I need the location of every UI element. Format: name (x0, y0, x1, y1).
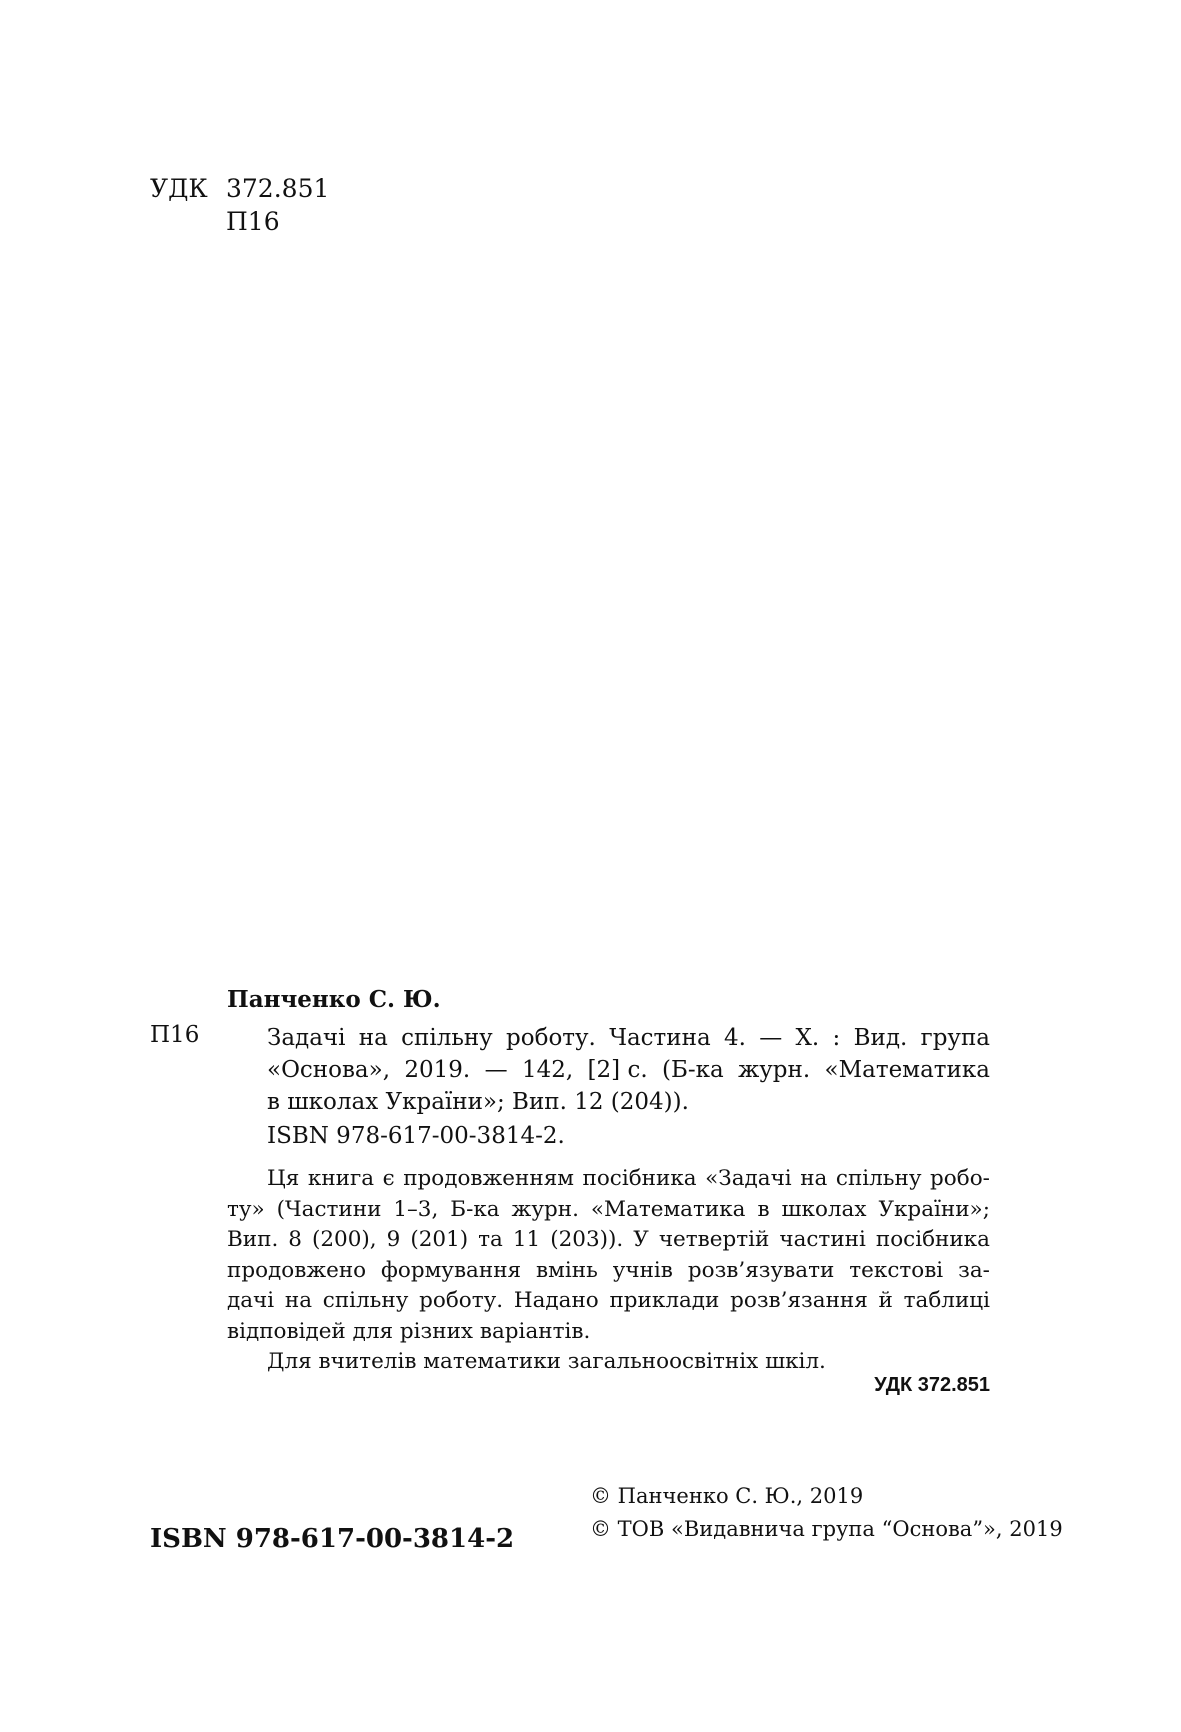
record-title (267, 1022, 990, 1118)
record-title-line (267, 1054, 990, 1086)
word: Х. (795, 1025, 820, 1051)
word: України»; (878, 1196, 990, 1222)
udk-code: 372.851 (226, 174, 330, 203)
word: [2] с. (587, 1057, 648, 1083)
word: 11 (512, 1227, 541, 1252)
word: — (484, 1057, 508, 1083)
word: «Математика (590, 1196, 746, 1222)
author-sign: П16 (226, 207, 280, 236)
word: розв’язання (730, 1288, 868, 1313)
word: «Математика (824, 1057, 990, 1083)
word: на (358, 1025, 388, 1051)
word: спільну (322, 1288, 409, 1313)
word: за- (958, 1257, 990, 1283)
word: на (800, 1166, 828, 1191)
record-author: Панченко С. Ю. (227, 986, 441, 1013)
annotation (227, 1164, 990, 1378)
word: (Частини (276, 1196, 382, 1222)
word: 8 (288, 1227, 302, 1252)
word: четвертій (658, 1227, 770, 1252)
word: 4. (723, 1025, 746, 1051)
isbn-footer: ISBN 978-617-00-3814-2 (150, 1524, 515, 1554)
udk-header (150, 172, 329, 238)
record-author-sign: П16 (150, 1022, 200, 1048)
word: в (757, 1196, 770, 1222)
word: 2019. (404, 1057, 471, 1083)
word: є (382, 1166, 395, 1191)
word: таблиці (903, 1288, 990, 1313)
word: Надано (513, 1288, 599, 1313)
word: журн. (738, 1057, 811, 1083)
copyright-author: © Панченко С. Ю., 2019 (590, 1484, 864, 1508)
word: Ця (267, 1166, 300, 1191)
word: (203)). (550, 1227, 624, 1252)
word: журн. (511, 1196, 579, 1222)
word: Вип. (227, 1227, 279, 1252)
copyright-publisher: © ТОВ «Видавнича група “Основа”», 2019 (590, 1517, 1063, 1541)
udk-label: УДК (150, 174, 208, 203)
word: 1–3, (393, 1196, 439, 1222)
word: текстові (849, 1257, 944, 1283)
annotation-audience (227, 1347, 990, 1378)
word: відповідей для різних варіантів. (227, 1318, 591, 1344)
word: спільну (401, 1025, 493, 1051)
annotation-line (227, 1164, 990, 1195)
word: та (478, 1227, 503, 1252)
copyright-block (590, 1480, 1063, 1546)
word: робо- (930, 1166, 990, 1191)
word: посібника (582, 1166, 697, 1191)
word: «Основа», (267, 1057, 391, 1083)
annotation-line (227, 1195, 990, 1226)
word: учнів (612, 1257, 673, 1283)
word: (200), (311, 1227, 377, 1252)
word: 142, (521, 1057, 574, 1083)
word: продовжено (227, 1257, 367, 1283)
annotation-line (227, 1317, 990, 1348)
annotation-line (227, 1225, 990, 1256)
word: дачі (227, 1288, 275, 1313)
annotation-line (227, 1286, 990, 1317)
word: група (920, 1025, 990, 1051)
annotation-line (227, 1256, 990, 1287)
record-isbn: ISBN 978-617-00-3814-2. (267, 1123, 565, 1149)
word: : (832, 1025, 841, 1051)
word: в школах України»; Вип. 12 (204)). (267, 1089, 689, 1115)
word: 9 (386, 1227, 401, 1252)
word: У (633, 1227, 649, 1252)
word: вмінь (536, 1257, 598, 1283)
word: ту» (227, 1196, 265, 1222)
word: Вид. (853, 1025, 908, 1051)
word: Для вчителів математики загальноосвітніх шкіл. (267, 1349, 826, 1374)
word: школах (781, 1196, 867, 1222)
word: Б-ка (450, 1196, 500, 1222)
word: й (878, 1288, 893, 1313)
word: Задачі (267, 1025, 346, 1051)
record-title-line (267, 1086, 990, 1118)
word: посібника (875, 1227, 990, 1252)
record-udk: УДК 372.851 (874, 1374, 990, 1396)
word: «Задачі (705, 1166, 792, 1191)
word: продовженням (403, 1166, 574, 1191)
word: формування (381, 1257, 522, 1283)
word: роботу. (419, 1288, 504, 1313)
word: книга (307, 1166, 375, 1191)
record-title-line (267, 1022, 990, 1054)
word: роботу. (506, 1025, 596, 1051)
word: (201) (410, 1227, 469, 1252)
word: розв’язувати (687, 1257, 835, 1283)
word: — (759, 1025, 783, 1051)
word: (Б-ка (662, 1057, 724, 1083)
word: частині (779, 1227, 866, 1252)
word: на (284, 1288, 313, 1313)
word: спільну (835, 1166, 922, 1191)
word: приклади (609, 1288, 720, 1313)
word: Частина (609, 1025, 711, 1051)
